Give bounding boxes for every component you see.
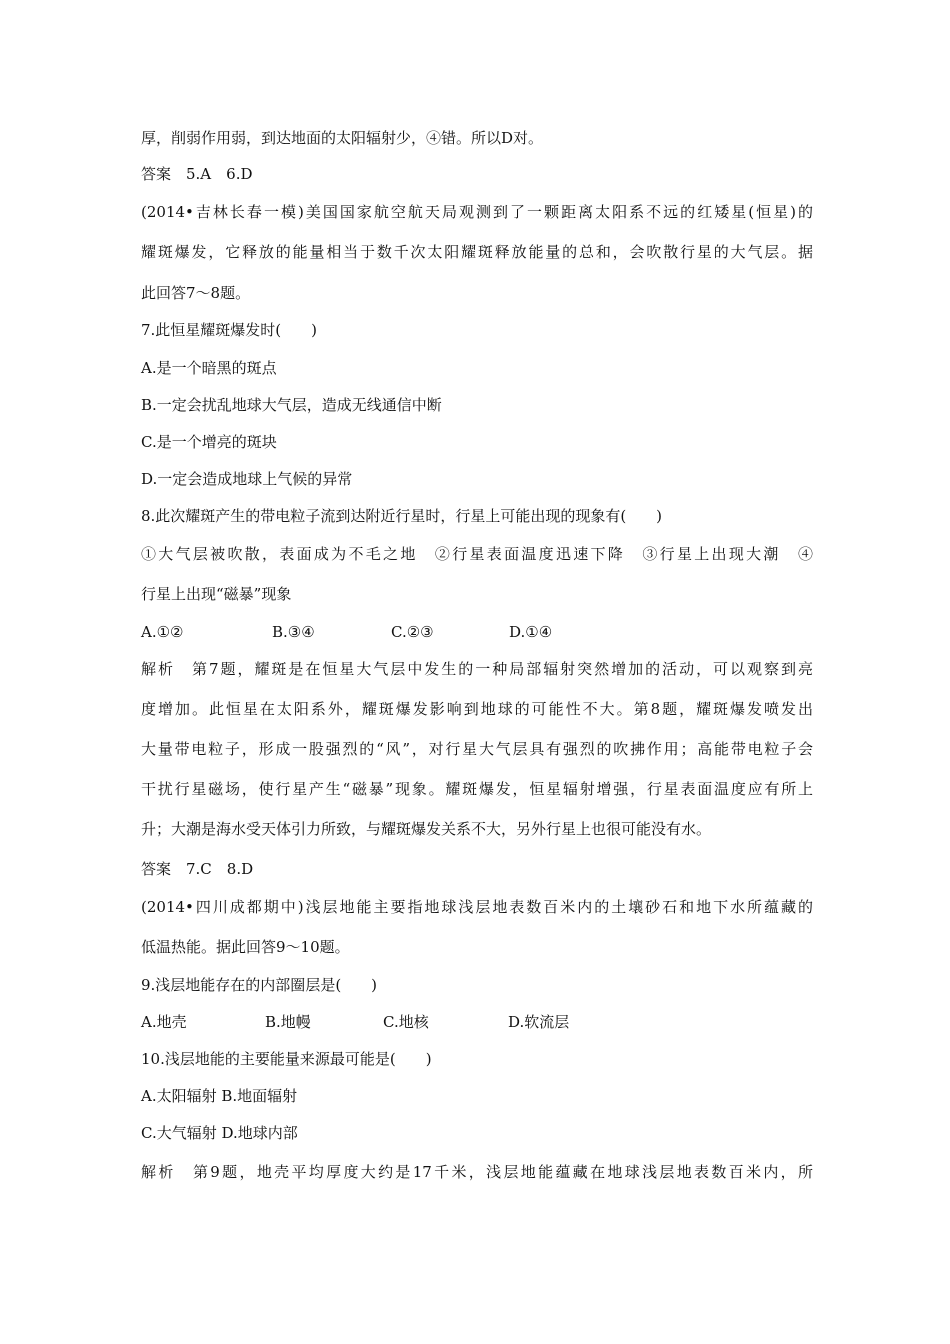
option-8d: D.①④	[509, 623, 553, 641]
question-9: 9.浅层地能存在的内部圈层是( )	[141, 976, 378, 994]
explanation-line: 大量带电粒子，形成一股强烈的“风”，对行星大气层具有强烈的吹拂作用；高能带电粒子会	[141, 740, 813, 758]
answer-line: 答案 7.C 8.D	[141, 860, 254, 878]
intro-line: 耀斑爆发，它释放的能量相当于数千次太阳耀斑释放能量的总和，会吹散行星的大气层。据	[141, 243, 813, 261]
option-9a: A.地壳	[141, 1013, 187, 1031]
question-8: 8.此次耀斑产生的带电粒子流到达附近行星时，行星上可能出现的现象有( )	[141, 507, 663, 525]
intro-line: (2014•吉林长春一模)美国国家航空航天局观测到了一颗距离太阳系不远的红矮星(恒星)的	[141, 203, 813, 221]
intro-line: 此回答7～8题。	[141, 284, 251, 302]
option-9c: C.地核	[383, 1013, 429, 1031]
explanation-line: 解析 第9题，地壳平均厚度大约是17千米，浅层地能蕴藏在地球浅层地表数百米内，所	[141, 1163, 813, 1181]
question-8-statements: 行星上出现“磁暴”现象	[141, 585, 292, 603]
question-8-statements: ①大气层被吹散，表面成为不毛之地 ②行星表面温度迅速下降 ③行星上出现大潮 ④	[141, 545, 813, 563]
text-line: 厚，削弱作用弱，到达地面的太阳辐射少，④错。所以D对。	[141, 129, 544, 147]
option-8b: B.③④	[272, 623, 315, 641]
options-10cd: C.大气辐射 D.地球内部	[141, 1124, 298, 1142]
options-10ab: A.太阳辐射 B.地面辐射	[141, 1087, 298, 1105]
explanation-line: 解析 第7题，耀斑是在恒星大气层中发生的一种局部辐射突然增加的活动，可以观察到亮	[141, 660, 813, 678]
explanation-line: 度增加。此恒星在太阳系外，耀斑爆发影响到地球的可能性不大。第8题，耀斑爆发喷发出	[141, 700, 813, 718]
option-8a: A.①②	[141, 623, 184, 641]
option-7b: B.一定会扰乱地球大气层，造成无线通信中断	[141, 396, 442, 414]
answer-line: 答案 5.A 6.D	[141, 165, 253, 183]
option-7c: C.是一个增亮的斑块	[141, 433, 277, 451]
option-7a: A.是一个暗黑的斑点	[141, 359, 277, 377]
option-8c: C.②③	[391, 623, 434, 641]
intro-line: 低温热能。据此回答9～10题。	[141, 938, 350, 956]
intro-line: (2014•四川成都期中)浅层地能主要指地球浅层地表数百米内的土壤砂石和地下水所蕴藏的	[141, 898, 813, 916]
question-10: 10.浅层地能的主要能量来源最可能是( )	[141, 1050, 432, 1068]
explanation-line: 升；大潮是海水受天体引力所致，与耀斑爆发关系不大，另外行星上也很可能没有水。	[141, 820, 712, 838]
question-7: 7.此恒星耀斑爆发时( )	[141, 321, 318, 339]
option-9d: D.软流层	[508, 1013, 570, 1031]
option-7d: D.一定会造成地球上气候的异常	[141, 470, 353, 488]
option-9b: B.地幔	[265, 1013, 311, 1031]
explanation-line: 干扰行星磁场，使行星产生“磁暴”现象。耀斑爆发，恒星辐射增强，行星表面温度应有所上	[141, 780, 813, 798]
